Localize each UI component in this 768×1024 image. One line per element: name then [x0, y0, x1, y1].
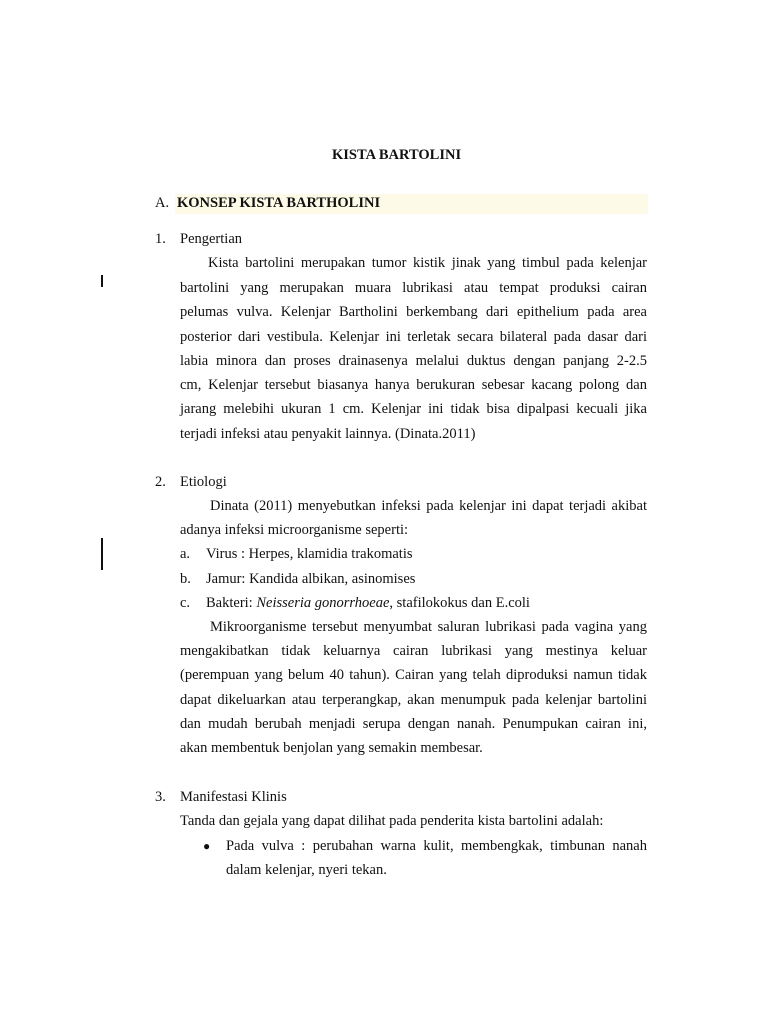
paragraph-line: Kista bartolini merupakan tumor kistik jinak yang timbul pada kelenjar	[208, 255, 647, 271]
list-item: Virus : Herpes, klamidia trakomatis	[206, 546, 413, 562]
list-marker: a.	[180, 546, 191, 562]
section-marker: A.	[155, 195, 170, 211]
paragraph-line: Tanda dan gejala yang dapat dilihat pada penderita kista bartolini adalah:	[180, 813, 604, 829]
section-heading: KONSEP KISTA BARTHOLINI	[177, 195, 381, 211]
list-marker: c.	[180, 595, 191, 611]
paragraph-line: terjadi infeksi atau penyakit lainnya. (Dinata.2011)	[180, 426, 476, 442]
paragraph-line: adanya infeksi microorganisme seperti:	[180, 522, 409, 538]
paragraph-line: bartolini yang merupakan muara lubrikasi atau tempat produksi cairan	[180, 280, 647, 296]
bullet-icon: ●	[203, 839, 211, 853]
list-item	[206, 595, 530, 612]
bullet-line: dalam kelenjar, nyeri tekan.	[226, 862, 387, 878]
bullet-line: Pada vulva : perubahan warna kulit, membengkak, timbunan nanah	[226, 838, 647, 854]
paragraph-line: akan membentuk benjolan yang semakin membesar.	[180, 740, 483, 756]
list-marker: b.	[180, 571, 191, 587]
item-number: 2.	[155, 474, 166, 490]
list-item-suffix: , stafilokokus dan E.coli	[389, 595, 530, 611]
paragraph-line: labia minora dan proses drainasenya melalui duktus dengan panjang 2-2.5	[180, 353, 647, 369]
margin-mark	[101, 275, 103, 287]
subsection-heading: Etiologi	[180, 474, 227, 490]
item-number: 3.	[155, 789, 166, 805]
paragraph-line: mengakibatkan tidak keluarnya cairan lubrikasi yang mestinya keluar	[180, 643, 647, 659]
paragraph-line: pelumas vulva. Kelenjar Bartholini berkembang dari epithelium pada area	[180, 304, 647, 320]
paragraph-line: Mikroorganisme tersebut menyumbat saluran lubrikasi pada vagina yang	[210, 619, 647, 635]
paragraph-line: cm, Kelenjar tersebut biasanya hanya berukuran sebesar kacang polong dan	[180, 377, 647, 393]
list-item-prefix: Bakteri:	[206, 595, 257, 611]
paragraph-line: Dinata (2011) menyebutkan infeksi pada kelenjar ini dapat terjadi akibat	[210, 498, 647, 514]
paragraph-line: dapat dikeluarkan atau terperangkap, akan menumpuk pada kelenjar bartolini	[180, 692, 647, 708]
subsection-heading: Pengertian	[180, 231, 243, 247]
organism-name: Neisseria gonorrhoeae	[256, 595, 390, 611]
paragraph-line: (perempuan yang belum 40 tahun). Cairan yang telah diproduksi namun tidak	[180, 667, 647, 683]
list-item: Jamur: Kandida albikan, asinomises	[206, 571, 416, 587]
paragraph-line: posterior dari vestibula. Kelenjar ini terletak secara bilateral pada dasar dari	[180, 329, 647, 345]
subsection-heading: Manifestasi Klinis	[180, 789, 287, 805]
item-number: 1.	[155, 231, 166, 247]
margin-mark	[101, 538, 103, 570]
paragraph-line: dan mudah berubah menjadi serupa dengan nanah. Penumpukan cairan ini,	[180, 716, 647, 732]
document-title: KISTA BARTOLINI	[332, 147, 462, 163]
paragraph-line: jarang melebihi ukuran 1 cm. Kelenjar ini tidak bisa dipalpasi kecuali jika	[180, 401, 647, 417]
